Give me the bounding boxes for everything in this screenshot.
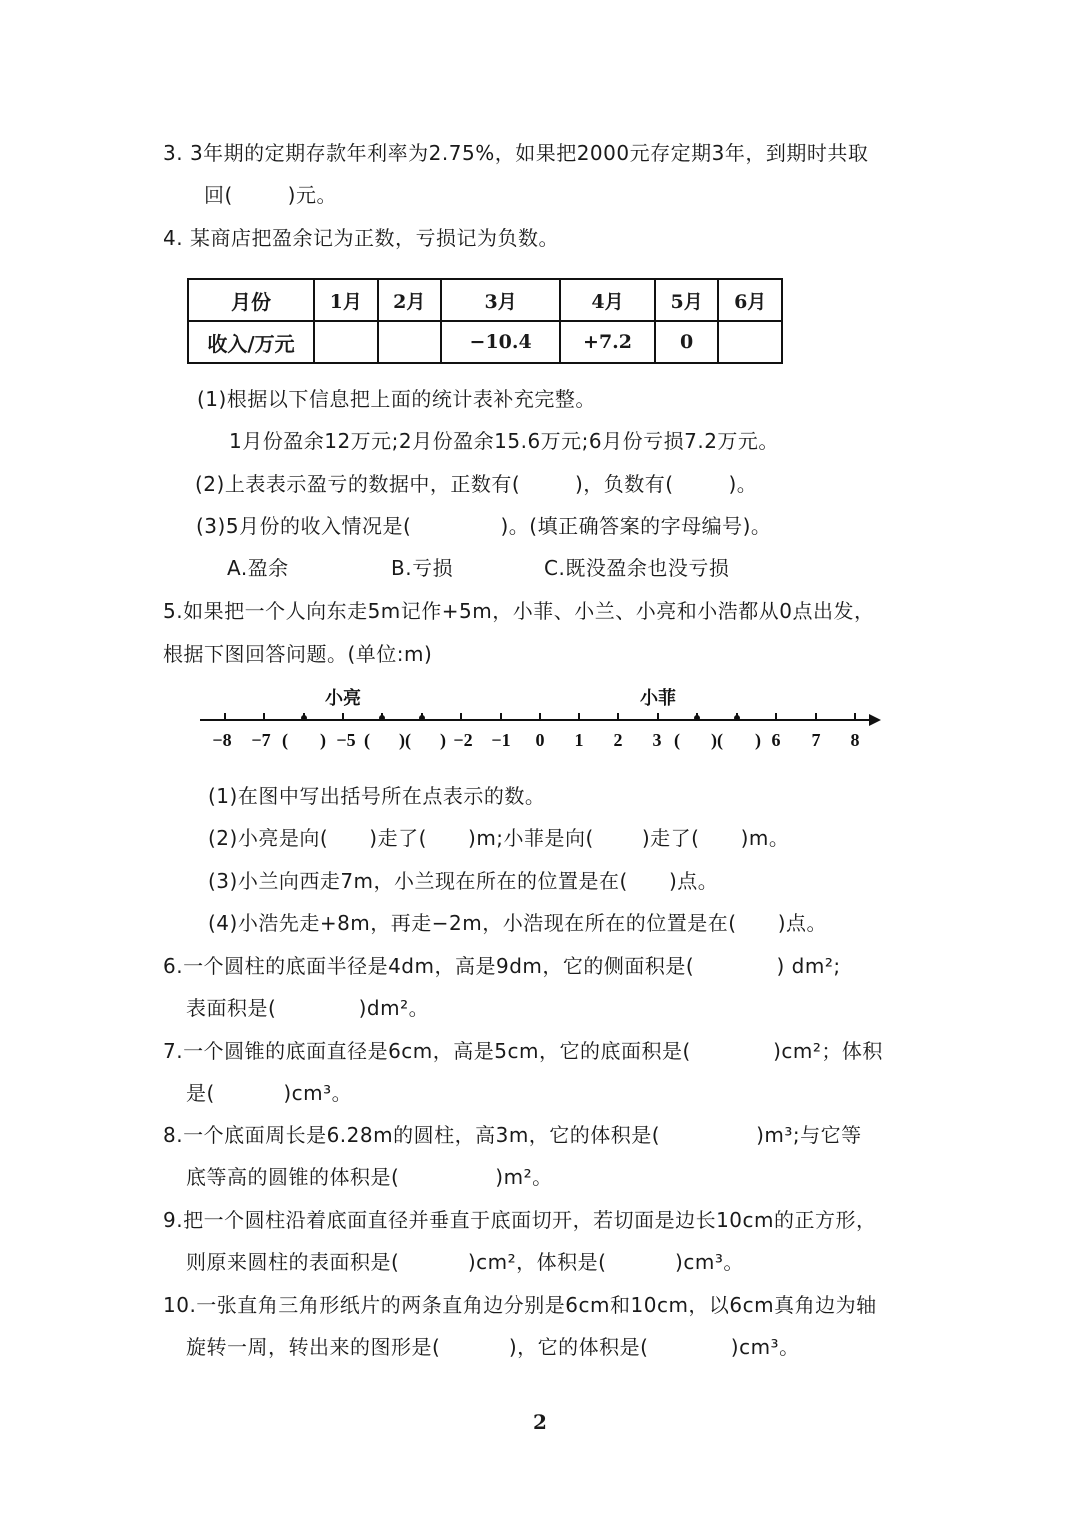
q5-sub2: (2)小亮是向( )走了( )m;小菲是向( )走了( )m。 <box>208 826 790 850</box>
label-xiaofei: 小菲 <box>640 688 676 709</box>
number-line-point <box>694 715 700 721</box>
number-line-point <box>301 715 307 721</box>
q5-line2: 根据下图回答问题。(单位:m) <box>163 642 433 666</box>
q5-sub1: (1)在图中写出括号所在点表示的数。 <box>208 784 546 808</box>
number-line-label: 7 <box>811 730 821 750</box>
q10-line2: 旋转一周，转出来的图形是( )，它的体积是( )cm³。 <box>186 1335 800 1359</box>
q8-line1: 8.一个底面周长是6.28m的圆柱，高3m，它的体积是( )m³;与它等 <box>163 1123 862 1147</box>
q7-line1: 7.一个圆锥的底面直径是6cm，高是5cm，它的底面积是( )cm²；体积 <box>163 1039 883 1063</box>
number-line-point <box>419 715 425 721</box>
number-line-label: 2 <box>613 730 623 750</box>
q4-option-a: A.盈余 <box>227 556 289 580</box>
number-line-label: ( <box>364 730 370 750</box>
q7-line2: 是( )cm³。 <box>186 1081 353 1105</box>
number-line-label: ) <box>320 730 326 750</box>
number-line-label: −1 <box>491 730 511 750</box>
table-cell-month: 5月 <box>655 279 719 321</box>
number-line-diagram <box>195 682 895 754</box>
q4-sub1: (1)根据以下信息把上面的统计表补充完整。 <box>197 387 596 411</box>
page-number: 2 <box>533 1410 547 1434</box>
q9-line2: 则原来圆柱的表面积是( )cm²，体积是( )cm³。 <box>186 1250 744 1274</box>
table-cell-value <box>378 321 442 363</box>
number-line-label: 3 <box>652 730 662 750</box>
number-line-point <box>379 715 385 721</box>
number-line-label: )( <box>711 730 723 750</box>
table-cell-month: 6月 <box>718 279 782 321</box>
table-cell-value: 0 <box>655 321 719 363</box>
table-cell-month: 4月 <box>560 279 655 321</box>
number-line-label: 1 <box>574 730 584 750</box>
table-cell-value: −10.4 <box>441 321 560 363</box>
table-row <box>188 279 782 321</box>
q4-sub2: (2)上表表示盈亏的数据中，正数有( )，负数有( )。 <box>195 472 758 496</box>
q9-line1: 9.把一个圆柱沿着底面直径并垂直于底面切开，若切面是边长10cm的正方形， <box>163 1208 877 1232</box>
q10-line1: 10.一张直角三角形纸片的两条直角边分别是6cm和10cm，以6cm真角边为轴 <box>163 1293 877 1317</box>
q6-line2: 表面积是( )dm²。 <box>186 996 430 1020</box>
number-line-label: )( <box>399 730 411 750</box>
table-cell-month: 3月 <box>441 279 560 321</box>
number-line-label: 8 <box>850 730 860 750</box>
q4-intro: 4. 某商店把盈余记为正数，亏损记为负数。 <box>163 226 559 250</box>
number-line-label: ) <box>755 730 761 750</box>
number-line-arrow <box>869 714 881 726</box>
q4-stats-table <box>187 278 783 364</box>
q4-option-c: C.既没盈余也没亏损 <box>544 556 730 580</box>
number-line-label: 6 <box>771 730 781 750</box>
q4-sub1-info: 1月份盈余12万元;2月份盈余15.6万元;6月份亏损7.2万元。 <box>229 429 779 453</box>
number-line-label: ( <box>674 730 680 750</box>
label-xiaoliang: 小亮 <box>325 688 361 709</box>
number-line-label: ) <box>440 730 446 750</box>
q3-line2: 回( )元。 <box>204 183 337 207</box>
table-cell-value <box>718 321 782 363</box>
number-line-label: −7 <box>251 730 271 750</box>
q6-line1: 6.一个圆柱的底面半径是4dm，高是9dm，它的侧面积是( ) dm²; <box>163 954 841 978</box>
number-line-label: −8 <box>212 730 232 750</box>
table-row <box>188 321 782 363</box>
q3-line1: 3. 3年期的定期存款年利率为2.75%，如果把2000元存定期3年，到期时共取 <box>163 141 869 165</box>
q4-option-b: B.亏损 <box>391 556 454 580</box>
number-line-label: −2 <box>453 730 473 750</box>
table-cell-value <box>314 321 378 363</box>
table-cell-month: 1月 <box>314 279 378 321</box>
table-cell-value: +7.2 <box>560 321 655 363</box>
q5-line1: 5.如果把一个人向东走5m记作+5m，小菲、小兰、小亮和小浩都从0点出发， <box>163 599 875 623</box>
number-line-label: ( <box>282 730 288 750</box>
q8-line2: 底等高的圆锥的体积是( )m²。 <box>186 1165 553 1189</box>
q5-sub4: (4)小浩先走+8m，再走−2m，小浩现在所在的位置是在( )点。 <box>208 911 828 935</box>
table-row-head-month: 月份 <box>188 279 314 321</box>
q4-sub3: (3)5月份的收入情况是( )。(填正确答案的字母编号)。 <box>196 514 772 538</box>
q5-sub3: (3)小兰向西走7m，小兰现在所在的位置是在( )点。 <box>208 869 719 893</box>
table-cell-month: 2月 <box>378 279 442 321</box>
table-row-head-income: 收入/万元 <box>188 321 314 363</box>
number-line-label: −5 <box>336 730 356 750</box>
number-line-label: 0 <box>535 730 545 750</box>
number-line-point <box>734 715 740 721</box>
